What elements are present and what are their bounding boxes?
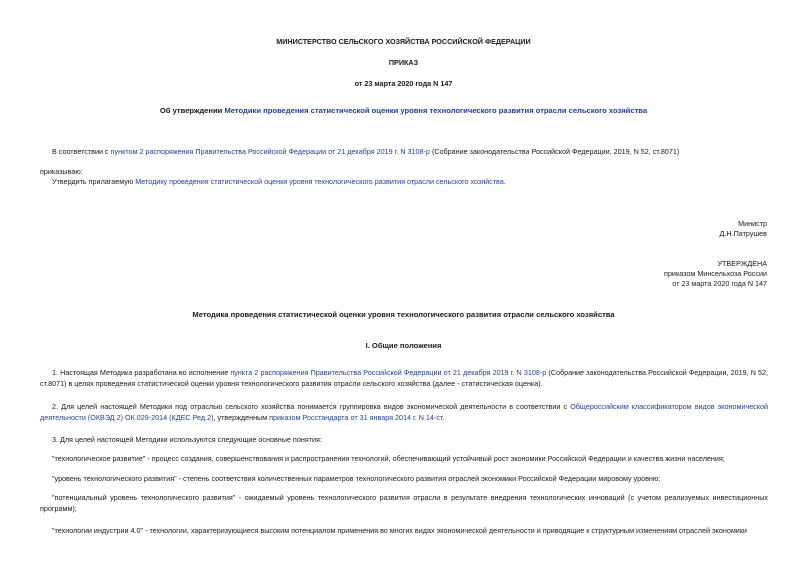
order-word: приказываю:: [40, 167, 83, 176]
item-1-government-order-link[interactable]: пункта 2 распоряжения Правительства Российской Федерации от 21 декабря 2019 г. N 3108-р: [230, 368, 547, 377]
item-2-text-mid: , утвержденным: [213, 413, 268, 422]
methodology-title: Методика проведения статистической оценки уровня технологического развития отрасли сельского хозяйства: [192, 310, 615, 319]
okved-classifier-link[interactable]: Общероссийским классификатором видов экономической деятельности (ОКВЭД 2) ОК 029-2014 (КДЕС Ред.2): [40, 402, 769, 422]
definition-industry-4: "технологии индустрии 4.0" - технологии, характеризующиеся высоким потенциалом применения во многих видах экономической деятельности и приводящие к структурным изменениям отраслей экономики: [52, 526, 747, 535]
item-2-text-start: 2. Для целей настоящей Методики под отраслью сельского хозяйства понимается группировка видов экономической деятельности в соответствии с: [52, 402, 568, 411]
signature-name: Д.Н.Патрушев: [719, 229, 767, 238]
document-type: ПРИКАЗ: [388, 58, 419, 67]
approval-methodology-link[interactable]: Методики проведения статистической оценки уровня технологического развития отрасли сельского хозяйства: [224, 106, 648, 115]
approve-paragraph: [52, 177, 506, 186]
definition-potential-level: "потенциальный уровень технологического развития" - ожидаемый уровень технологического развития отрасли в результате внедрения технологических инноваций (с учетом реализуемых инвестиционных программ);: [40, 493, 768, 513]
item-1: [40, 367, 768, 389]
item-1-text-end: (Собрание законодательства Российской Федерации, 2019, N 52, ст.8071) в целях проведения статистической оценки уровня технологического развития отрасли сельского хозяйства (далее - статистическая оценка).: [40, 368, 769, 388]
preamble-paragraph: [52, 147, 679, 156]
government-order-link[interactable]: пунктом 2 распоряжения Правительства Российской Федерации от 21 декабря 2019 г. N 3108-р: [110, 147, 430, 156]
approved-date: от 23 марта 2020 года N 147: [672, 279, 767, 288]
signature-position: Министр: [738, 219, 767, 228]
approve-text-start: Утвердить прилагаемую: [52, 177, 134, 186]
preamble-text-end: (Собрание законодательства Российской Федерации, 2019, N 52, ст.8071): [431, 147, 680, 156]
approval-prefix: Об утверждении: [159, 106, 223, 115]
approval-heading: [0, 106, 807, 115]
ministry-title: МИНИСТЕРСТВО СЕЛЬСКОГО ХОЗЯЙСТВА РОССИЙСКОЙ ФЕДЕРАЦИИ: [276, 37, 531, 46]
item-3: 3. Для целей настоящей Методики используются следующие основные понятия:: [52, 435, 322, 444]
definition-technological-level: "уровень технологического развития" - степень соответствия количественных параметров технологического развития отраслей экономики Российской Федерации мировому уровню;: [52, 474, 661, 483]
document-date-number: от 23 марта 2020 года N 147: [354, 79, 453, 88]
approved-by-order: приказом Минсельхоза России: [664, 269, 767, 278]
item-2: [40, 401, 768, 423]
preamble-text-start: В соответствии с: [52, 147, 109, 156]
definition-technological-development: "технологическое развитие" - процесс создания, совершенствования и распространения технологий, обеспечивающий устойчивый рост экономики Российской Федерации и качества жизни населения;: [52, 454, 725, 463]
item-2-text-end: .: [442, 413, 445, 422]
item-1-text-start: 1. Настоящая Методика разработана во исполнение: [52, 368, 229, 377]
approved-stamp: УТВЕРЖДЕНА: [717, 259, 767, 268]
approve-text-end: .: [503, 177, 506, 186]
methodology-link[interactable]: Методику проведения статистической оценки уровня технологического развития отрасли сельского хозяйства: [135, 177, 504, 186]
rosstandart-order-link[interactable]: приказом Росстандарта от 31 января 2014 г. N 14-ст: [269, 413, 443, 422]
section-heading: I. Общие положения: [365, 341, 442, 350]
